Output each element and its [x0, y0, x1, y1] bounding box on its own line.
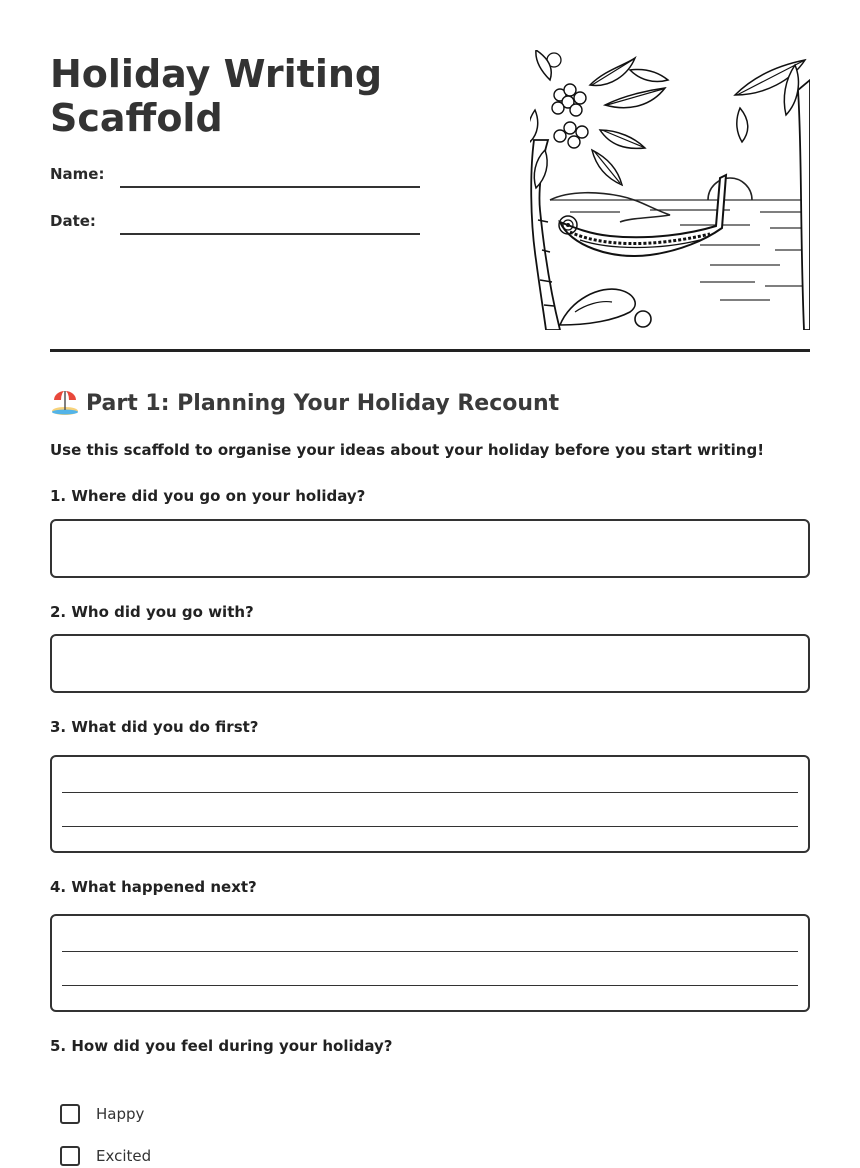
question-4-label: 4. What happened next?	[50, 878, 257, 896]
happy-checkbox[interactable]	[60, 1104, 80, 1124]
question-3-answer-box[interactable]	[50, 755, 810, 853]
name-label: Name:	[50, 165, 105, 183]
beach-umbrella-icon	[50, 386, 80, 416]
question-2-label: 2. Who did you go with?	[50, 603, 254, 621]
name-field[interactable]	[120, 186, 420, 188]
intro-text: Use this scaffold to organise your ideas about your holiday before you start writing!	[50, 441, 765, 459]
section-title	[50, 386, 559, 416]
date-field[interactable]	[120, 233, 420, 235]
ruled-line	[62, 985, 798, 986]
ruled-line	[62, 951, 798, 952]
page-title: Holiday Writing Scaffold	[50, 52, 383, 140]
question-5-label: 5. How did you feel during your holiday?	[50, 1037, 393, 1055]
date-label: Date:	[50, 212, 96, 230]
question-1-label: 1. Where did you go on your holiday?	[50, 487, 366, 505]
question-3-label: 3. What did you do first?	[50, 718, 259, 736]
question-1-answer-box[interactable]	[50, 519, 810, 578]
section-title-text: Part 1: Planning Your Holiday Recount	[86, 391, 560, 416]
question-2-answer-box[interactable]	[50, 634, 810, 693]
excited-label: Excited	[96, 1147, 152, 1165]
feeling-option-happy[interactable]	[60, 1102, 144, 1126]
ruled-line	[62, 826, 798, 827]
excited-checkbox[interactable]	[60, 1146, 80, 1166]
waka-canoe-illustration	[530, 50, 810, 330]
happy-label: Happy	[96, 1105, 145, 1123]
feeling-option-excited[interactable]	[60, 1144, 151, 1168]
question-4-answer-box[interactable]	[50, 914, 810, 1012]
header-divider	[50, 349, 810, 352]
ruled-line	[62, 792, 798, 793]
